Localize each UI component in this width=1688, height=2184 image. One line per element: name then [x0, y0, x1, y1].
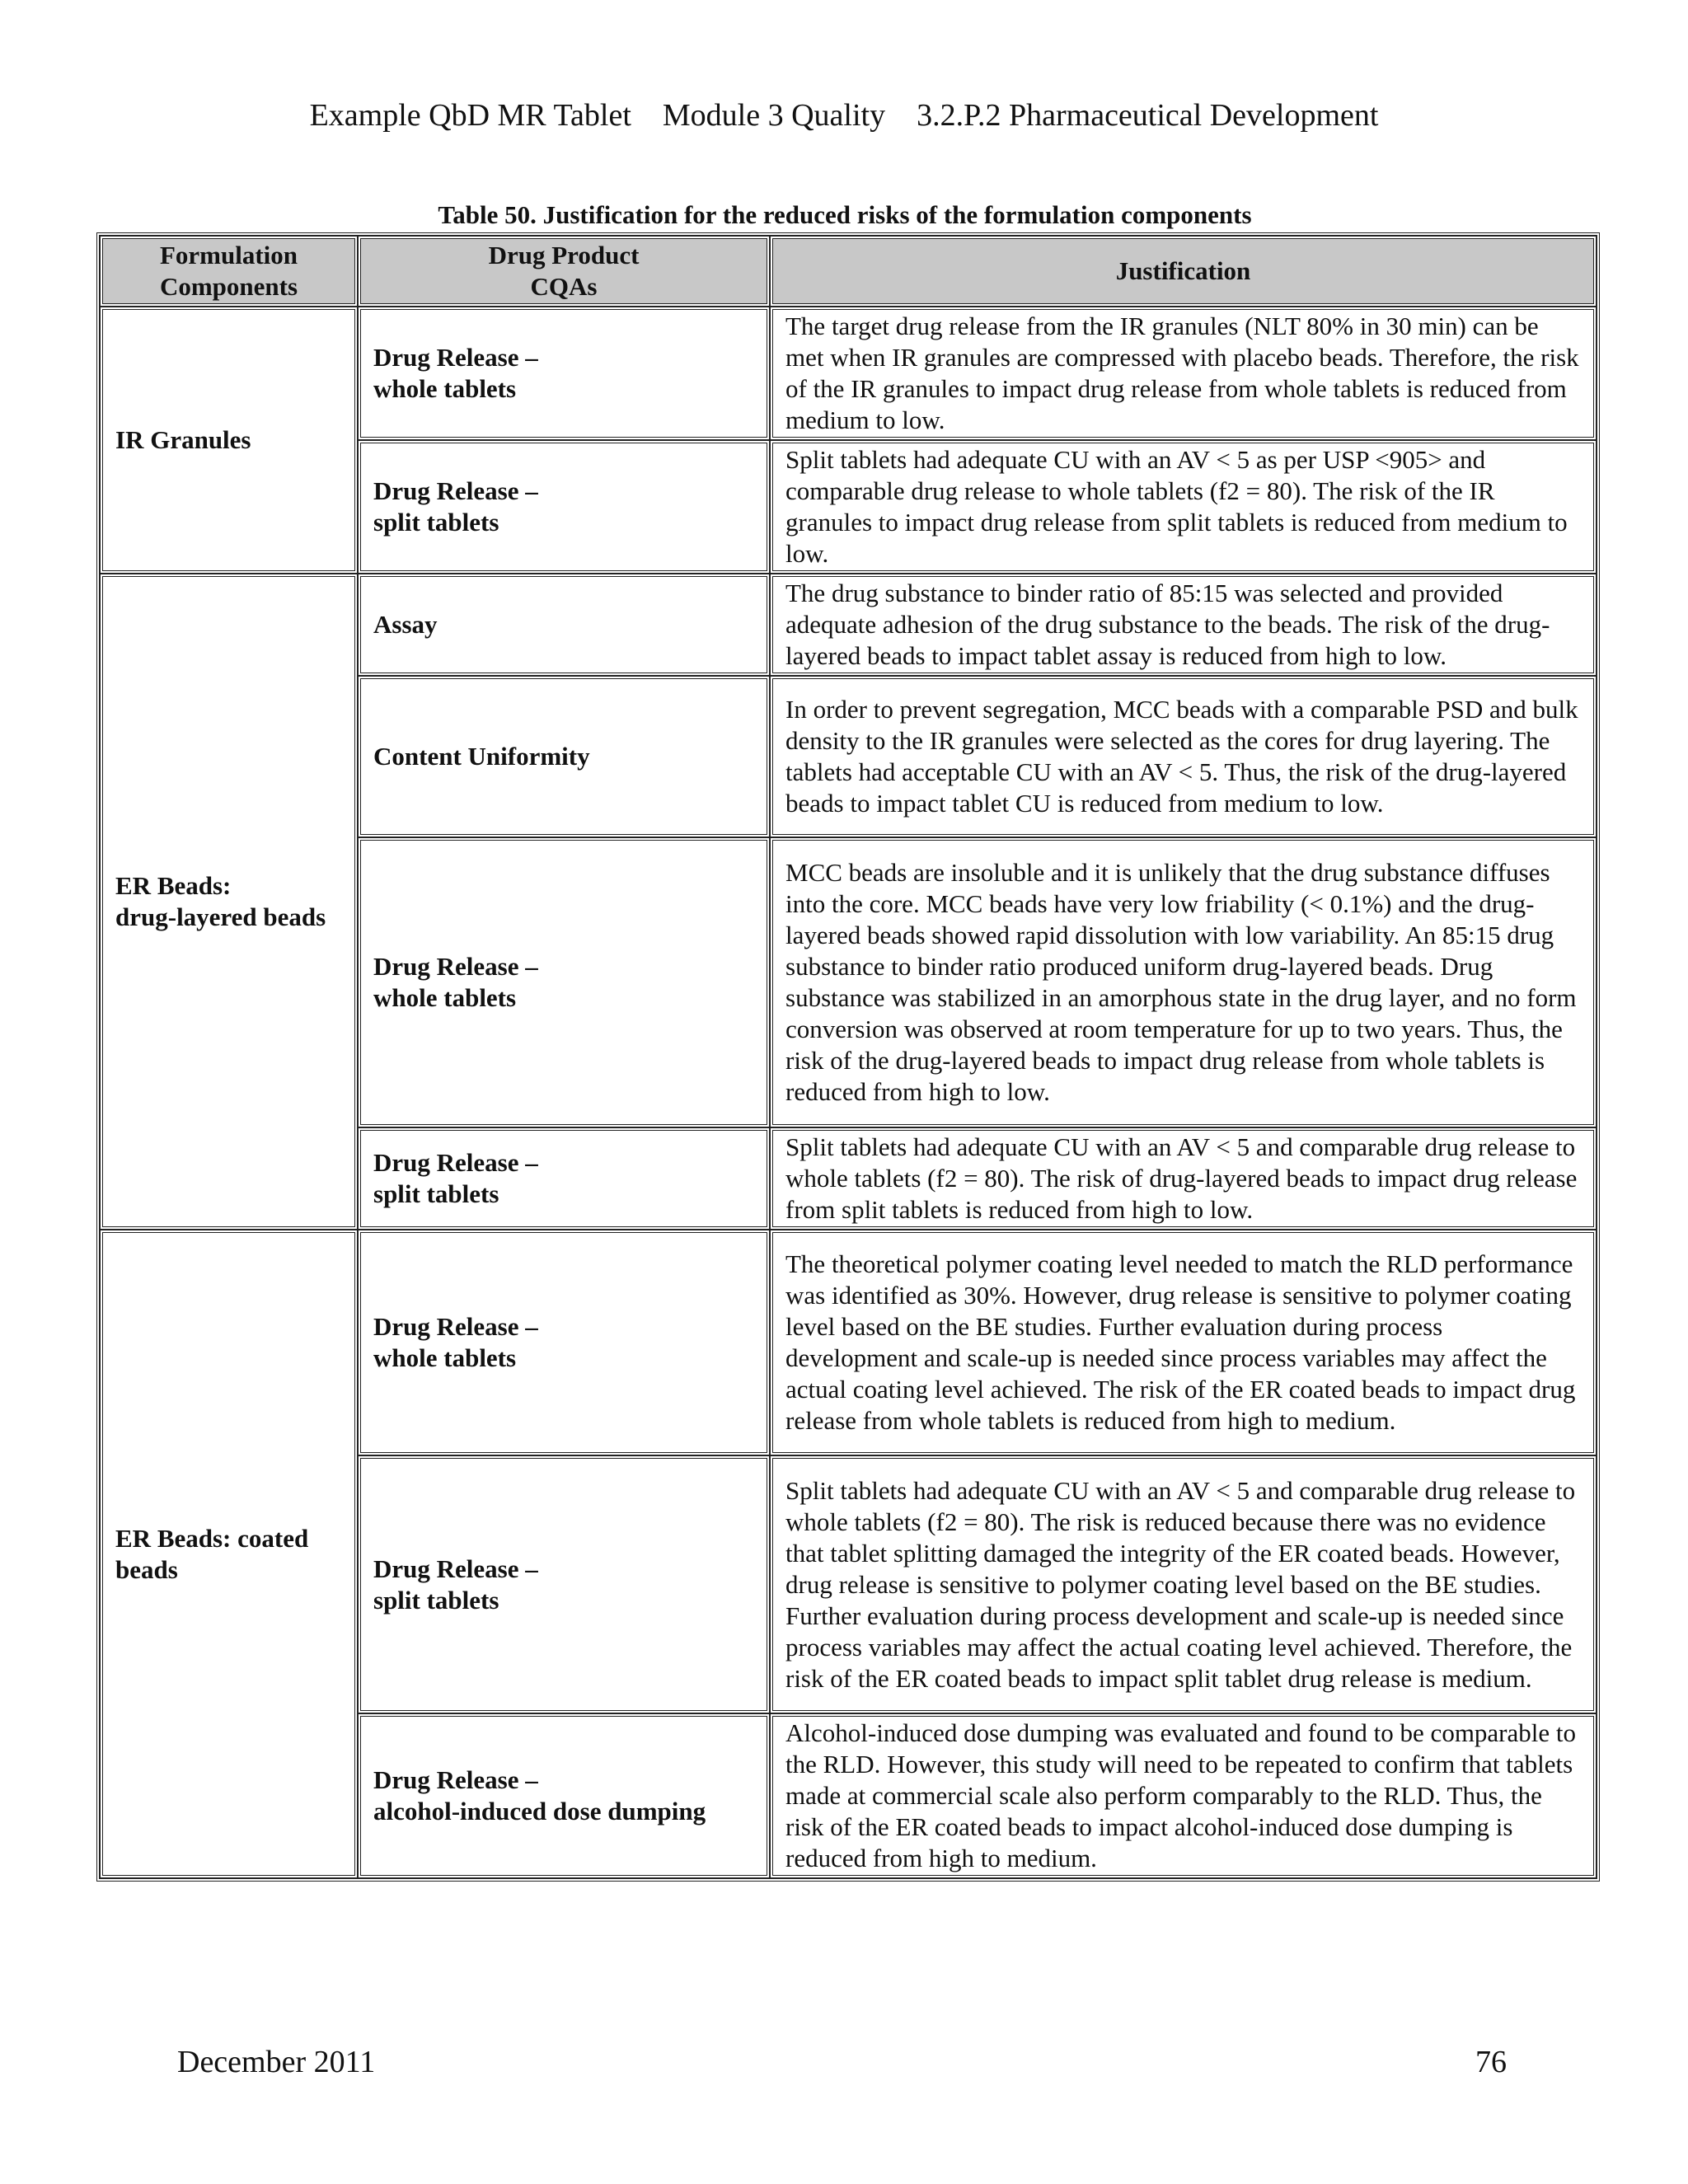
column-header-drug-product-cqas [358, 236, 770, 307]
justification-cell [770, 307, 1597, 440]
cqa-label: Drug Release – whole tablets [373, 1312, 538, 1372]
cqa-cell [358, 837, 770, 1127]
component-cell-er-beads-coated [100, 1230, 358, 1878]
column-header-formulation-components [100, 236, 358, 307]
page-number: 76 [1475, 2045, 1507, 2079]
justification-text: Split tablets had adequate CU with an AV < 5 and comparable drug release to whole tablets (f2 = 80). The risk of drug-layered beads to impact drug release from split tablets is reduced from high to low. [785, 1132, 1578, 1224]
component-label: IR Granules [115, 425, 251, 454]
cqa-label: Drug Release – split tablets [373, 1148, 538, 1208]
column-header-label: Justification [1115, 256, 1251, 285]
table-header [100, 236, 1597, 307]
header-row [100, 236, 1597, 307]
justification-table [96, 232, 1600, 1882]
cqa-cell [358, 1455, 770, 1713]
cqa-label: Content Uniformity [373, 742, 590, 771]
justification-text: The theoretical polymer coating level needed to match the RLD performance was identified as 30%. However, drug release is sensitive to polymer coating level based on the BE studies. Further evaluation during process development and scale-up is needed since process variables may affect the actual coating level achieved. The risk of the ER coated beads to impact drug release from whole tablets is reduced from high to medium. [785, 1249, 1576, 1435]
cqa-label: Drug Release – alcohol-induced dose dumping [373, 1765, 706, 1825]
justification-cell [770, 440, 1597, 574]
cqa-cell [358, 1713, 770, 1878]
justification-text: Split tablets had adequate CU with an AV < 5 and comparable drug release to whole tablets (f2 = 80). The risk is reduced because there was no evidence that tablet splitting damaged the integrity of the ER coated beads. However, drug release is sensitive to polymer coating level based on the BE studies. Further evaluation during process development and scale-up is needed since process variables may affect the actual coating level achieved. Therefore, the risk of the ER coated beads to impact split tablet drug release is medium. [785, 1475, 1576, 1693]
cqa-label: Drug Release – whole tablets [373, 343, 538, 403]
justification-cell [770, 676, 1597, 837]
page-header: Example QbD MR Tablet Module 3 Quality 3.2.P.2 Pharmaceutical Development [309, 98, 1379, 133]
column-header-justification [770, 236, 1597, 307]
cqa-cell [358, 676, 770, 837]
column-header-label: Formulation Components [159, 241, 298, 301]
cqa-label: Drug Release – split tablets [373, 1554, 538, 1615]
justification-text: In order to prevent segregation, MCC beads with a comparable PSD and bulk density to the IR granules were selected as the cores for drug layering. The tablets had acceptable CU with an AV < 5. Thus, the risk of the drug-layered beads to impact tablet CU is reduced from medium to low. [785, 695, 1578, 818]
justification-text: MCC beads are insoluble and it is unlikely that the drug substance diffuses into the core. MCC beads have very low friability (< 0.1%) and the drug-layered beads showed rapid dissolution with low variability. An 85:15 drug substance to binder ratio produced uniform drug-layered beads. Drug substance was stabilized in an amorphous state in the drug layer, and no form conversion was observed at room temperature for up to two years. Thus, the risk of the drug-layered beads to impact drug release from whole tablets is reduced from high to low. [785, 858, 1577, 1106]
table-row [100, 307, 1597, 440]
cqa-label: Assay [373, 610, 438, 639]
component-cell-ir-granules [100, 307, 358, 574]
justification-text: Split tablets had adequate CU with an AV < 5 as per USP <905> and comparable drug release to whole tablets (f2 = 80). The risk of the IR granules to impact drug release from split tablets is reduced from medium to low. [785, 445, 1568, 568]
justification-cell [770, 574, 1597, 676]
table-row [100, 574, 1597, 676]
table-title: Table 50. Justification for the reduced risks of the formulation components [438, 200, 1252, 229]
justification-cell [770, 1230, 1597, 1455]
cqa-cell [358, 307, 770, 440]
column-header-label: Drug Product CQAs [488, 241, 640, 301]
cqa-cell [358, 574, 770, 676]
table-body [100, 307, 1597, 1878]
component-cell-er-beads-drug-layered [100, 574, 358, 1230]
cqa-label: Drug Release – whole tablets [373, 952, 538, 1012]
cqa-label: Drug Release – split tablets [373, 476, 538, 537]
justification-text: Alcohol-induced dose dumping was evaluated and found to be comparable to the RLD. However, this study will need to be repeated to confirm that tablets made at commercial scale also perform comparably to the RLD. Thus, the risk of the ER coated beads to impact alcohol-induced dose dumping is reduced from high to medium. [785, 1718, 1577, 1872]
cqa-cell [358, 1230, 770, 1455]
justification-cell [770, 837, 1597, 1127]
footer-date: December 2011 [177, 2045, 376, 2079]
cqa-cell [358, 440, 770, 574]
justification-text: The target drug release from the IR granules (NLT 80% in 30 min) can be met when IR granules are compressed with placebo beads. Therefore, the risk of the IR granules to impact drug release from whole tablets is reduced from medium to low. [785, 312, 1579, 434]
table-row [100, 1230, 1597, 1455]
justification-cell [770, 1455, 1597, 1713]
justification-cell [770, 1127, 1597, 1230]
cqa-cell [358, 1127, 770, 1230]
component-label: ER Beads: coated beads [115, 1523, 309, 1584]
component-label: ER Beads: drug-layered beads [115, 871, 326, 931]
justification-cell [770, 1713, 1597, 1878]
justification-text: The drug substance to binder ratio of 85:15 was selected and provided adequate adhesion of the drug substance to the beads. The risk of the drug-layered beads to impact tablet assay is reduced from high to low. [785, 579, 1550, 670]
